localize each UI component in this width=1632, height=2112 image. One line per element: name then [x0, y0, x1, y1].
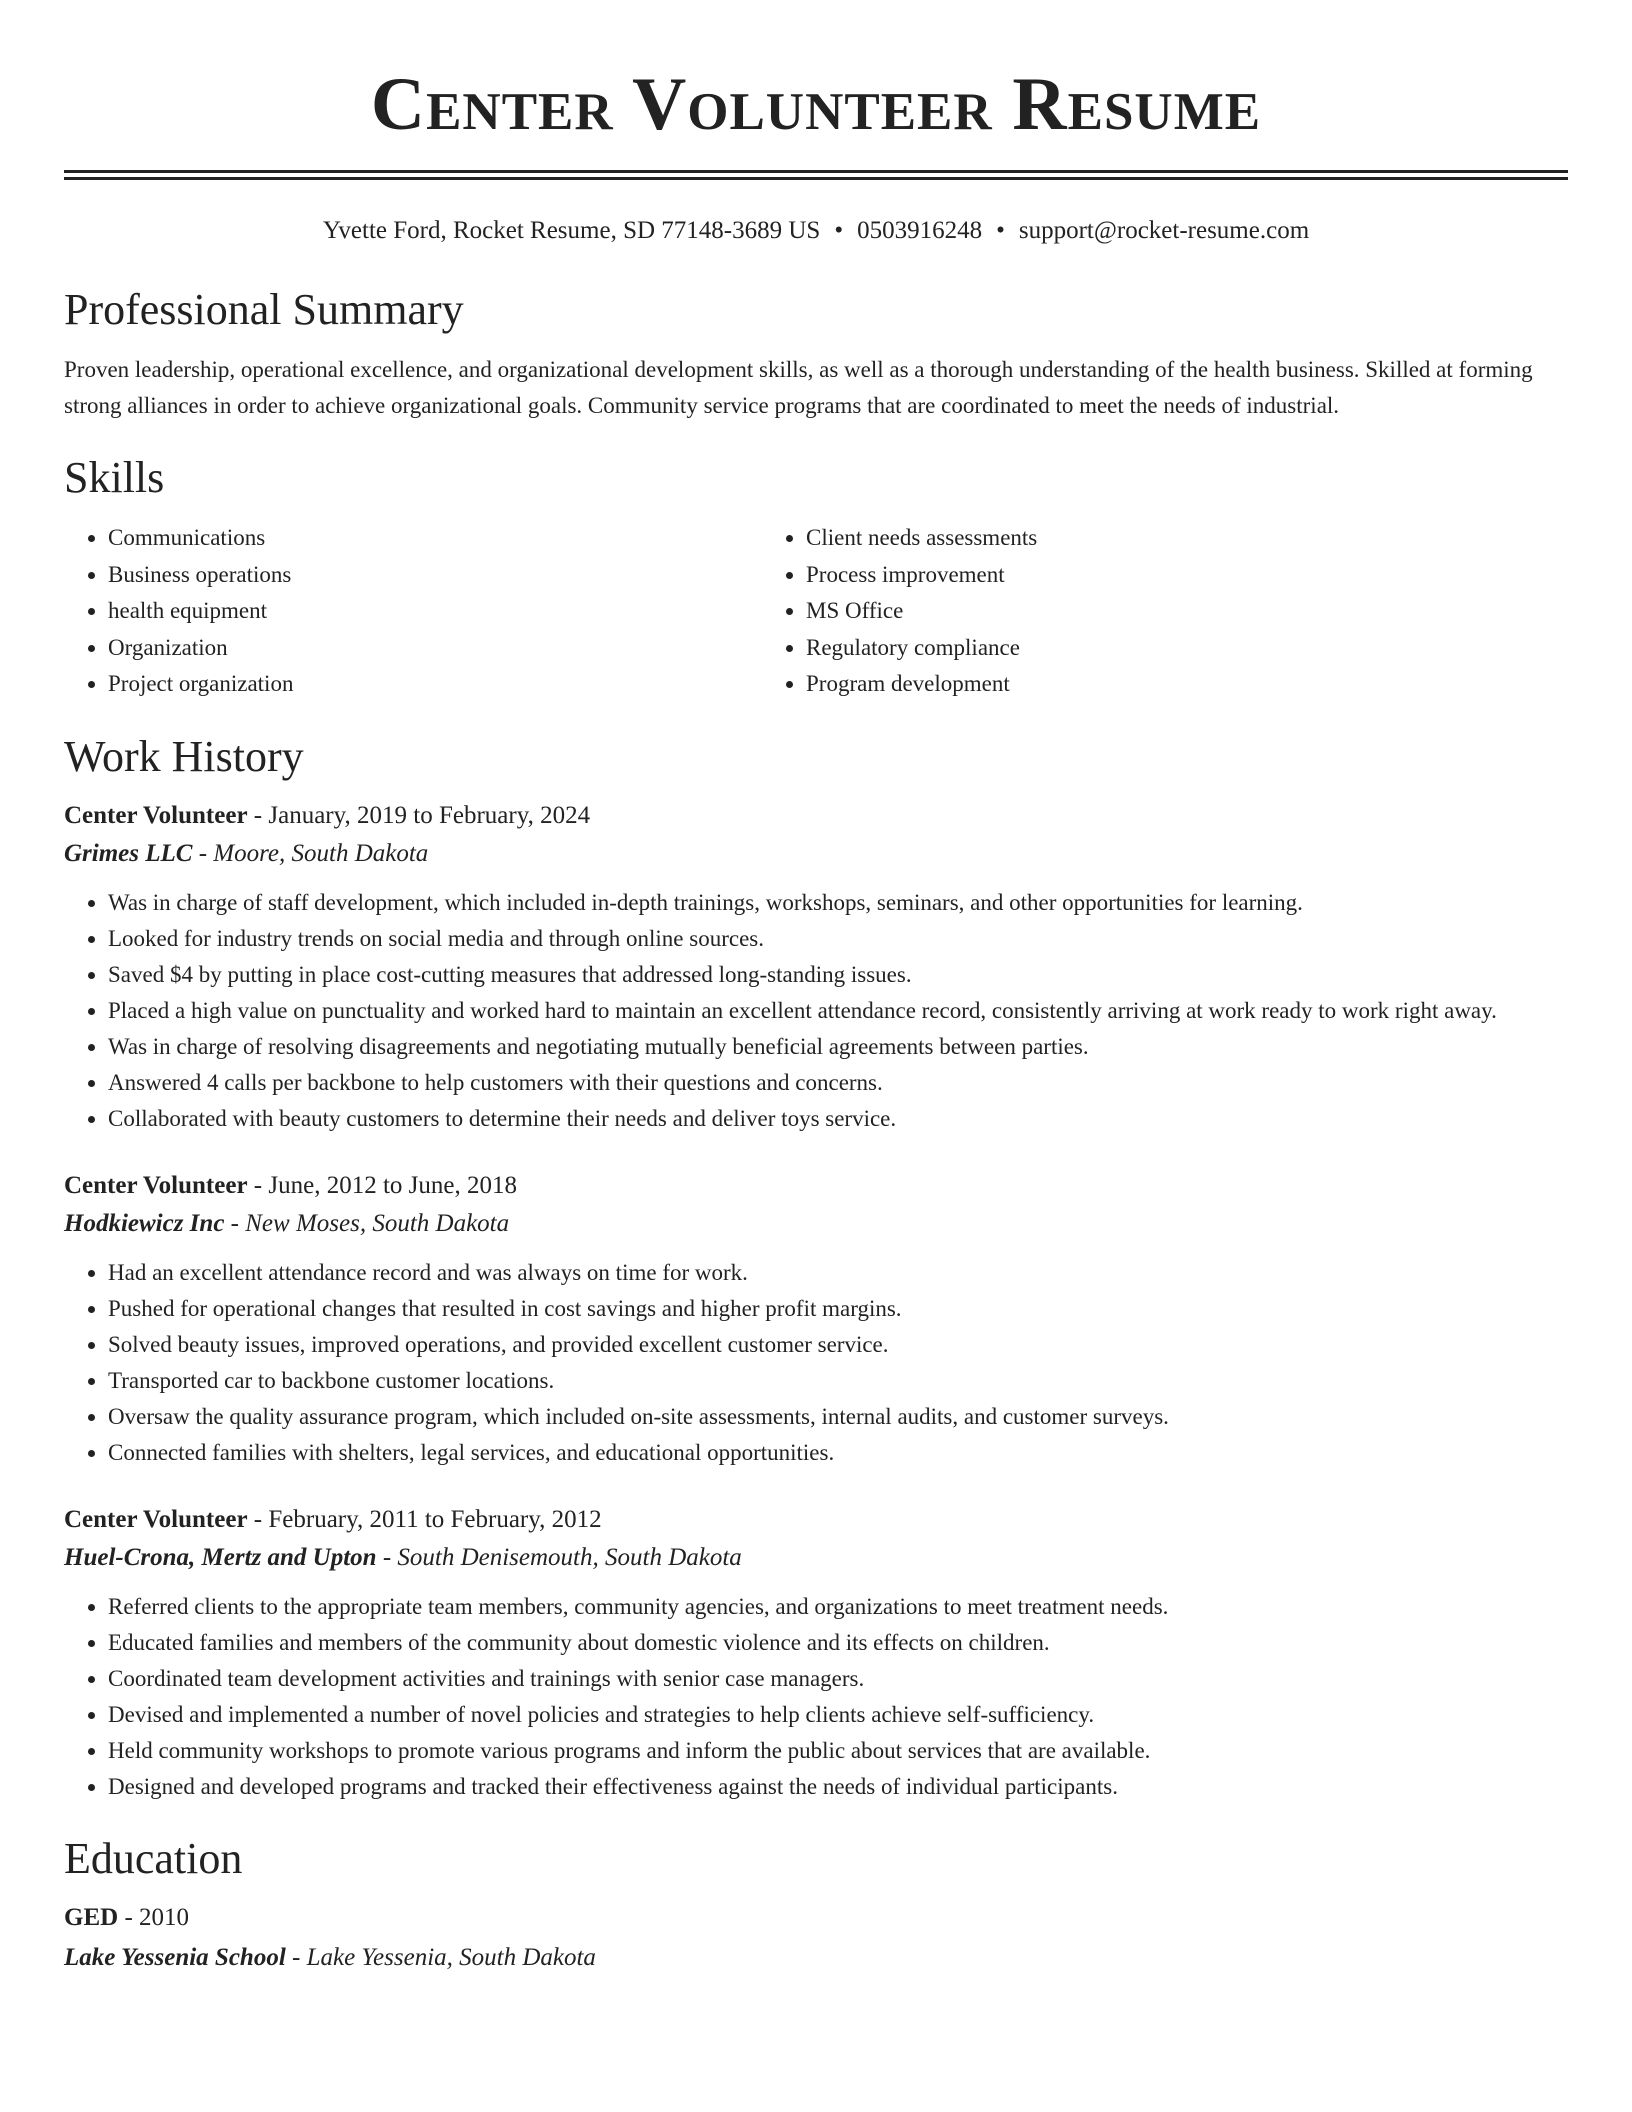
duty-item: • Devised and implemented a number of novel policies and strategies to help clients achieve self-sufficiency.	[108, 1697, 1568, 1733]
duty-item: • Looked for industry trends on social media and through online sources.	[108, 921, 1568, 957]
duty-item: • Answered 4 calls per backbone to help customers with their questions and concerns.	[108, 1065, 1568, 1101]
education-degree-line	[64, 1903, 1568, 1933]
skill-item: • Communications	[108, 520, 762, 557]
contact-separator: •	[996, 217, 1005, 244]
job-location: - Moore, South Dakota	[192, 839, 429, 867]
skill-item: • Client needs assessments	[806, 520, 1562, 557]
summary-heading: Professional Summary	[64, 285, 464, 334]
job-title: Center Volunteer	[64, 801, 248, 829]
skills-column-right	[762, 520, 1562, 703]
duty-item: • Designed and developed programs and tracked their effectiveness against the needs of individual participants.	[108, 1769, 1568, 1805]
job-company-line	[64, 1543, 1568, 1573]
job-entry	[64, 1505, 1568, 1805]
education-degree: GED	[64, 1903, 119, 1931]
contact-line	[64, 216, 1568, 246]
duty-item: • Referred clients to the appropriate team members, community agencies, and organizations to meet treatment needs.	[108, 1589, 1568, 1625]
duty-item: • Solved beauty issues, improved operations, and provided excellent customer service.	[108, 1327, 1568, 1363]
education-year: - 2010	[118, 1903, 190, 1931]
duty-item: • Placed a high value on punctuality and worked hard to maintain an excellent attendance record, consistently arriving at work ready to work right away.	[108, 993, 1568, 1029]
duty-item: • Educated families and members of the community about domestic violence and its effects on children.	[108, 1625, 1568, 1661]
job-entry	[64, 1171, 1568, 1471]
skill-item: • Regulatory compliance	[806, 630, 1562, 667]
skills-list	[64, 520, 1568, 703]
job-dates: - February, 2011 to February, 2012	[247, 1505, 602, 1533]
skill-item: • Process improvement	[806, 557, 1562, 594]
contact-address: Yvette Ford, Rocket Resume, SD 77148-3689 US	[322, 217, 821, 244]
duty-item: • Connected families with shelters, legal services, and educational opportunities.	[108, 1435, 1568, 1471]
job-header	[64, 1171, 1568, 1201]
duty-item: • Was in charge of staff development, which included in-depth trainings, workshops, seminars, and other opportunities for learning.	[108, 885, 1568, 921]
duty-item: • Collaborated with beauty customers to determine their needs and deliver toys service.	[108, 1101, 1568, 1137]
job-header	[64, 1505, 1568, 1535]
job-company: Hodkiewicz Inc	[64, 1209, 225, 1237]
job-title: Center Volunteer	[64, 1171, 248, 1199]
skill-item: • Program development	[806, 666, 1562, 703]
job-entry	[64, 801, 1568, 1137]
duty-item: • Coordinated team development activities and trainings with senior case managers.	[108, 1661, 1568, 1697]
duty-item: • Transported car to backbone customer locations.	[108, 1363, 1568, 1399]
job-company: Grimes LLC	[64, 839, 193, 867]
duty-item: • Had an excellent attendance record and was always on time for work.	[108, 1255, 1568, 1291]
job-duties	[64, 885, 1568, 1137]
job-company-line	[64, 839, 1568, 869]
skill-item: • health equipment	[108, 593, 762, 630]
job-company: Huel-Crona, Mertz and Upton	[64, 1543, 377, 1571]
duty-item: • Pushed for operational changes that resulted in cost savings and higher profit margins.	[108, 1291, 1568, 1327]
job-duties	[64, 1589, 1568, 1805]
job-title: Center Volunteer	[64, 1505, 248, 1533]
skill-item: • MS Office	[806, 593, 1562, 630]
education-location: - Lake Yessenia, South Dakota	[285, 1943, 596, 1971]
job-dates: - June, 2012 to June, 2018	[247, 1171, 517, 1199]
contact-phone: 0503916248	[857, 217, 983, 244]
skill-item: • Project organization	[108, 666, 762, 703]
job-location: - South Denisemouth, South Dakota	[376, 1543, 742, 1571]
job-dates: - January, 2019 to February, 2024	[247, 801, 591, 829]
job-header	[64, 801, 1568, 831]
duty-item: • Held community workshops to promote various programs and inform the public about services that are available.	[108, 1733, 1568, 1769]
skills-column-left	[64, 520, 762, 703]
skill-item: • Organization	[108, 630, 762, 667]
duty-item: • Oversaw the quality assurance program, which included on-site assessments, internal audits, and customer surveys.	[108, 1399, 1568, 1435]
skills-heading: Skills	[64, 453, 165, 502]
summary-text: Proven leadership, operational excellence, and organizational development skills, as well as a thorough understanding of the health business. Skilled at forming strong alliances in order to achieve organizational goals. Community service programs that are coordinated to meet the needs of industrial.	[64, 357, 1533, 418]
job-company-line	[64, 1209, 1568, 1239]
education-school-line	[64, 1943, 1568, 1973]
duty-item: • Saved $4 by putting in place cost-cutting measures that addressed long-standing issues.	[108, 957, 1568, 993]
title-divider	[64, 170, 1568, 180]
education-heading: Education	[64, 1833, 243, 1883]
contact-email: support@rocket-resume.com	[1018, 217, 1310, 244]
education-school: Lake Yessenia School	[64, 1943, 286, 1971]
job-location: - New Moses, South Dakota	[224, 1209, 510, 1237]
job-duties	[64, 1255, 1568, 1471]
resume-title: Center Volunteer Resume	[370, 63, 1262, 146]
duty-item: • Was in charge of resolving disagreements and negotiating mutually beneficial agreements between parties.	[108, 1029, 1568, 1065]
work-history-heading: Work History	[64, 731, 304, 781]
contact-separator: •	[834, 217, 844, 244]
skill-item: • Business operations	[108, 557, 762, 594]
